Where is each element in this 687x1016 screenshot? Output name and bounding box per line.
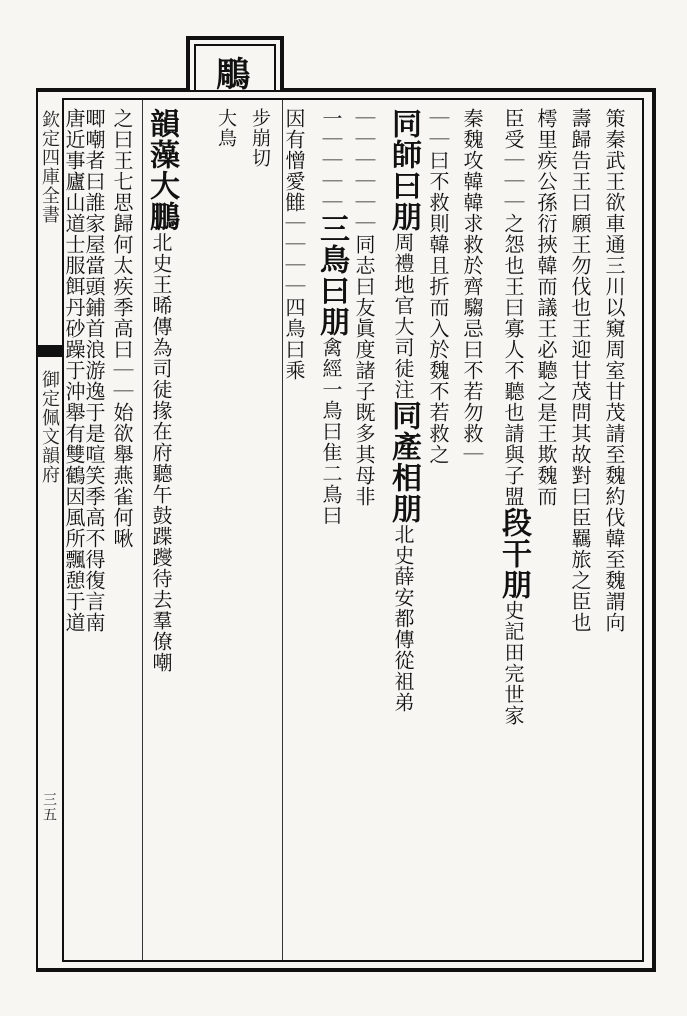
heading-reading: 步崩切: [249, 108, 271, 168]
outer-border-left: [36, 88, 38, 972]
entry-term: 韻藻大鵬: [144, 108, 179, 232]
entry-text: 之曰王七思歸何太疾季高曰｜｜始欲舉燕雀何啾: [110, 108, 134, 549]
entry-term: 段干朋: [496, 507, 531, 600]
entry-text: ｜｜｜｜｜｜同志曰友: [352, 108, 376, 318]
column-separator: [142, 100, 143, 960]
entry-text: ｜｜曰不救則韓且折而入於魏不若救之: [426, 108, 450, 465]
text-column: [314, 108, 349, 958]
entry-text: 禽經一鳥曰隹二鳥曰: [319, 337, 343, 526]
entry-text: 唐近事廬山道士服餌丹砂躁于沖舉有雙鶴因風所飄憩于道: [62, 108, 86, 633]
outer-border-top: [36, 88, 656, 92]
inner-border-top: [62, 98, 644, 100]
text-column: [284, 108, 304, 958]
entry-text: 北史薛安都傳從祖弟: [391, 524, 415, 713]
entry-text: 一｜｜｜｜: [319, 108, 343, 213]
text-column: [386, 108, 421, 958]
entry-text: 唧嘲者曰誰家屋當頭鋪首浪游逸于是喧笑季高不得復言南: [82, 108, 106, 633]
gutter-title: 欽定四庫全書: [39, 110, 60, 224]
text-column: [496, 108, 531, 958]
entry-term: 同師曰朋: [386, 108, 421, 232]
entry-text: 樗里疾公孫衍挾韓而議王必聽之是王欺魏而: [534, 108, 558, 507]
entry-text: 北史王晞傳為司徒掾在府聽午鼓蹀躞待去羣僚嘲: [149, 232, 173, 673]
inner-border-bottom: [62, 960, 644, 962]
entry-text: 史記田完世家: [501, 600, 525, 726]
text-column: [144, 108, 179, 958]
text-column: [428, 108, 448, 958]
outer-border-right: [652, 88, 656, 972]
entry-term: 同產相朋: [386, 400, 421, 524]
text-column: [570, 108, 590, 958]
entry-text: 眞度諸子既多其母非: [352, 318, 376, 507]
gutter-subtitle: 御定佩文韻府: [39, 370, 60, 484]
heading-character: 鵰: [216, 55, 250, 95]
page-number: 三五: [41, 792, 57, 822]
entry-text: 周禮地官大司徒注: [391, 232, 415, 400]
text-column: [354, 108, 374, 958]
entry-text: 策秦武王欲車通三川以窺周室甘茂請至魏約伐韓至魏謂向: [602, 108, 626, 633]
text-column: [604, 108, 624, 958]
inner-border-right: [642, 98, 644, 962]
entry-text: 雔｜｜｜｜四鳥曰乘: [282, 192, 306, 381]
entry-text: 因有憎愛: [282, 108, 306, 192]
heading-gloss: 大鳥: [215, 108, 237, 148]
text-column: [84, 108, 104, 958]
entry-text: 臣受｜｜｜之怨也王曰寡人不聽也請與子盟: [501, 108, 525, 507]
entry-text: 秦魏攻韓韓求救於齊騶忌曰不若勿救｜: [460, 108, 484, 465]
text-column: [64, 108, 84, 958]
text-column: [112, 108, 132, 958]
entry-term: 三鳥曰朋: [314, 213, 349, 337]
entry-text: 壽歸告王曰願王勿伐也王迎甘茂問其故對曰臣羈旅之臣也: [568, 108, 592, 633]
text-column: [536, 108, 556, 958]
text-column: [462, 108, 482, 958]
outer-border-bottom: [36, 968, 656, 972]
gutter-band: [38, 345, 62, 357]
